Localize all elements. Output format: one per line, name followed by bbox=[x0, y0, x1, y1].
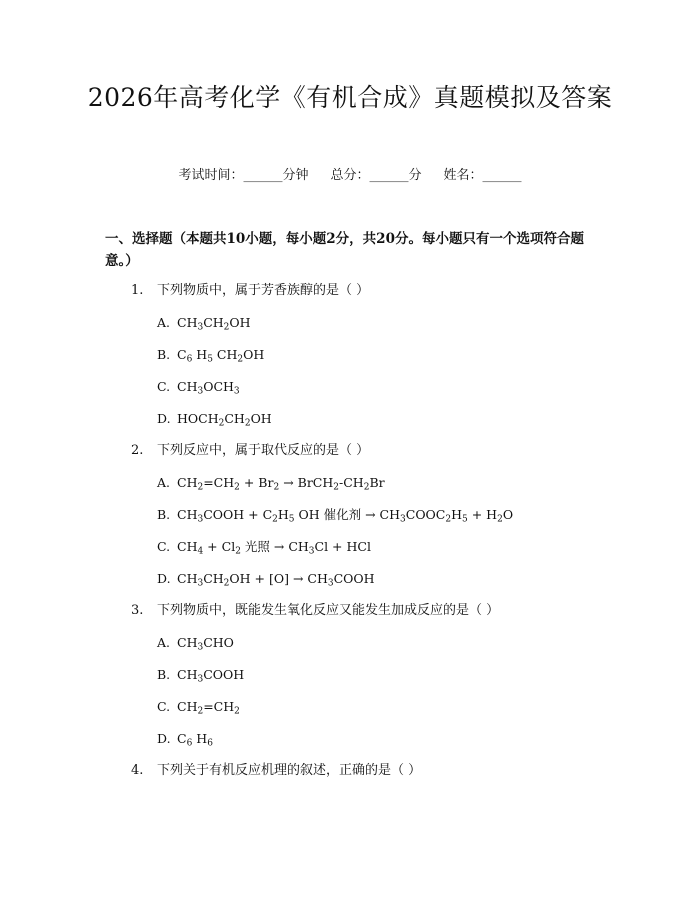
option-label: D. bbox=[157, 731, 171, 746]
total-score-field: 总分：______分 bbox=[330, 168, 422, 183]
option-text: $CH_4 + Cl_2$ 光照 → $CH_3Cl$ + HCl bbox=[177, 539, 371, 557]
option-label: C. bbox=[157, 379, 171, 394]
question-number: 1. bbox=[131, 283, 144, 298]
option-label: B. bbox=[157, 347, 171, 362]
option-text: $CH_3CH_2OH$ bbox=[177, 315, 251, 333]
option-2b bbox=[157, 505, 597, 525]
option-text: $CH_3COOH$ bbox=[177, 667, 245, 685]
page-title: 2026年高考化学《有机合成》真题模拟及答案 bbox=[87, 83, 613, 112]
option-label: A. bbox=[157, 315, 171, 330]
question-stem: 下列关于有机反应机理的叙述，正确的是（ ） bbox=[157, 763, 422, 778]
option-label: A. bbox=[157, 475, 171, 490]
option-label: C. bbox=[157, 699, 171, 714]
option-2d bbox=[157, 569, 597, 589]
option-label: C. bbox=[157, 539, 171, 554]
question-2 bbox=[131, 441, 591, 461]
option-label: B. bbox=[157, 667, 171, 682]
option-label: D. bbox=[157, 571, 171, 586]
exam-time-field: 考试时间：______分钟 bbox=[178, 168, 309, 183]
option-3b bbox=[157, 665, 597, 685]
option-1a bbox=[157, 313, 597, 333]
option-1c bbox=[157, 377, 597, 397]
question-3 bbox=[131, 601, 591, 621]
question-1 bbox=[131, 281, 591, 301]
option-1d bbox=[157, 409, 597, 429]
question-number: 4. bbox=[131, 763, 144, 778]
option-2c bbox=[157, 537, 597, 557]
option-3a bbox=[157, 633, 597, 653]
exam-meta bbox=[0, 166, 700, 186]
question-4 bbox=[131, 761, 591, 781]
option-text: $CH_2=CH_2 + Br_2$ → $BrCH_2-CH_2Br$ bbox=[177, 475, 385, 493]
option-label: A. bbox=[157, 635, 171, 650]
option-text: $CH_3CH_2OH + [O]$ → $CH_3COOH$ bbox=[177, 571, 375, 589]
question-stem: 下列物质中，既能发生氧化反应又能发生加成反应的是（ ） bbox=[157, 603, 500, 618]
option-text: $CH_3CHO$ bbox=[177, 635, 234, 653]
option-text: $C_6$ $H_5$ $CH_2OH$ bbox=[177, 347, 265, 365]
option-3d bbox=[157, 729, 597, 749]
option-1b bbox=[157, 345, 597, 365]
question-stem: 下列物质中，属于芳香族醇的是（ ） bbox=[157, 283, 370, 298]
option-text: $CH_2=CH_2$ bbox=[177, 699, 240, 717]
option-text: $HOCH_2CH_2OH$ bbox=[177, 411, 272, 429]
option-text: $CH_3OCH_3$ bbox=[177, 379, 240, 397]
option-text: $CH_3COOH + C_2H_5$ OH 催化剂 → $CH_3COOC_2H_5 + H_2O$ bbox=[177, 507, 514, 525]
option-label: B. bbox=[157, 507, 171, 522]
question-number: 2. bbox=[131, 443, 144, 458]
option-label: D. bbox=[157, 411, 171, 426]
option-3c bbox=[157, 697, 597, 717]
student-name-field: 姓名：______ bbox=[443, 168, 522, 183]
question-stem: 下列反应中，属于取代反应的是（ ） bbox=[157, 443, 370, 458]
option-2a bbox=[157, 473, 597, 493]
section-heading: 一、选择题（本题共10小题，每小题2分，共20分。每小题只有一个选项符合题意。） bbox=[105, 231, 584, 269]
question-number: 3. bbox=[131, 603, 144, 618]
option-text: $C_6$ $H_6$ bbox=[177, 731, 213, 749]
